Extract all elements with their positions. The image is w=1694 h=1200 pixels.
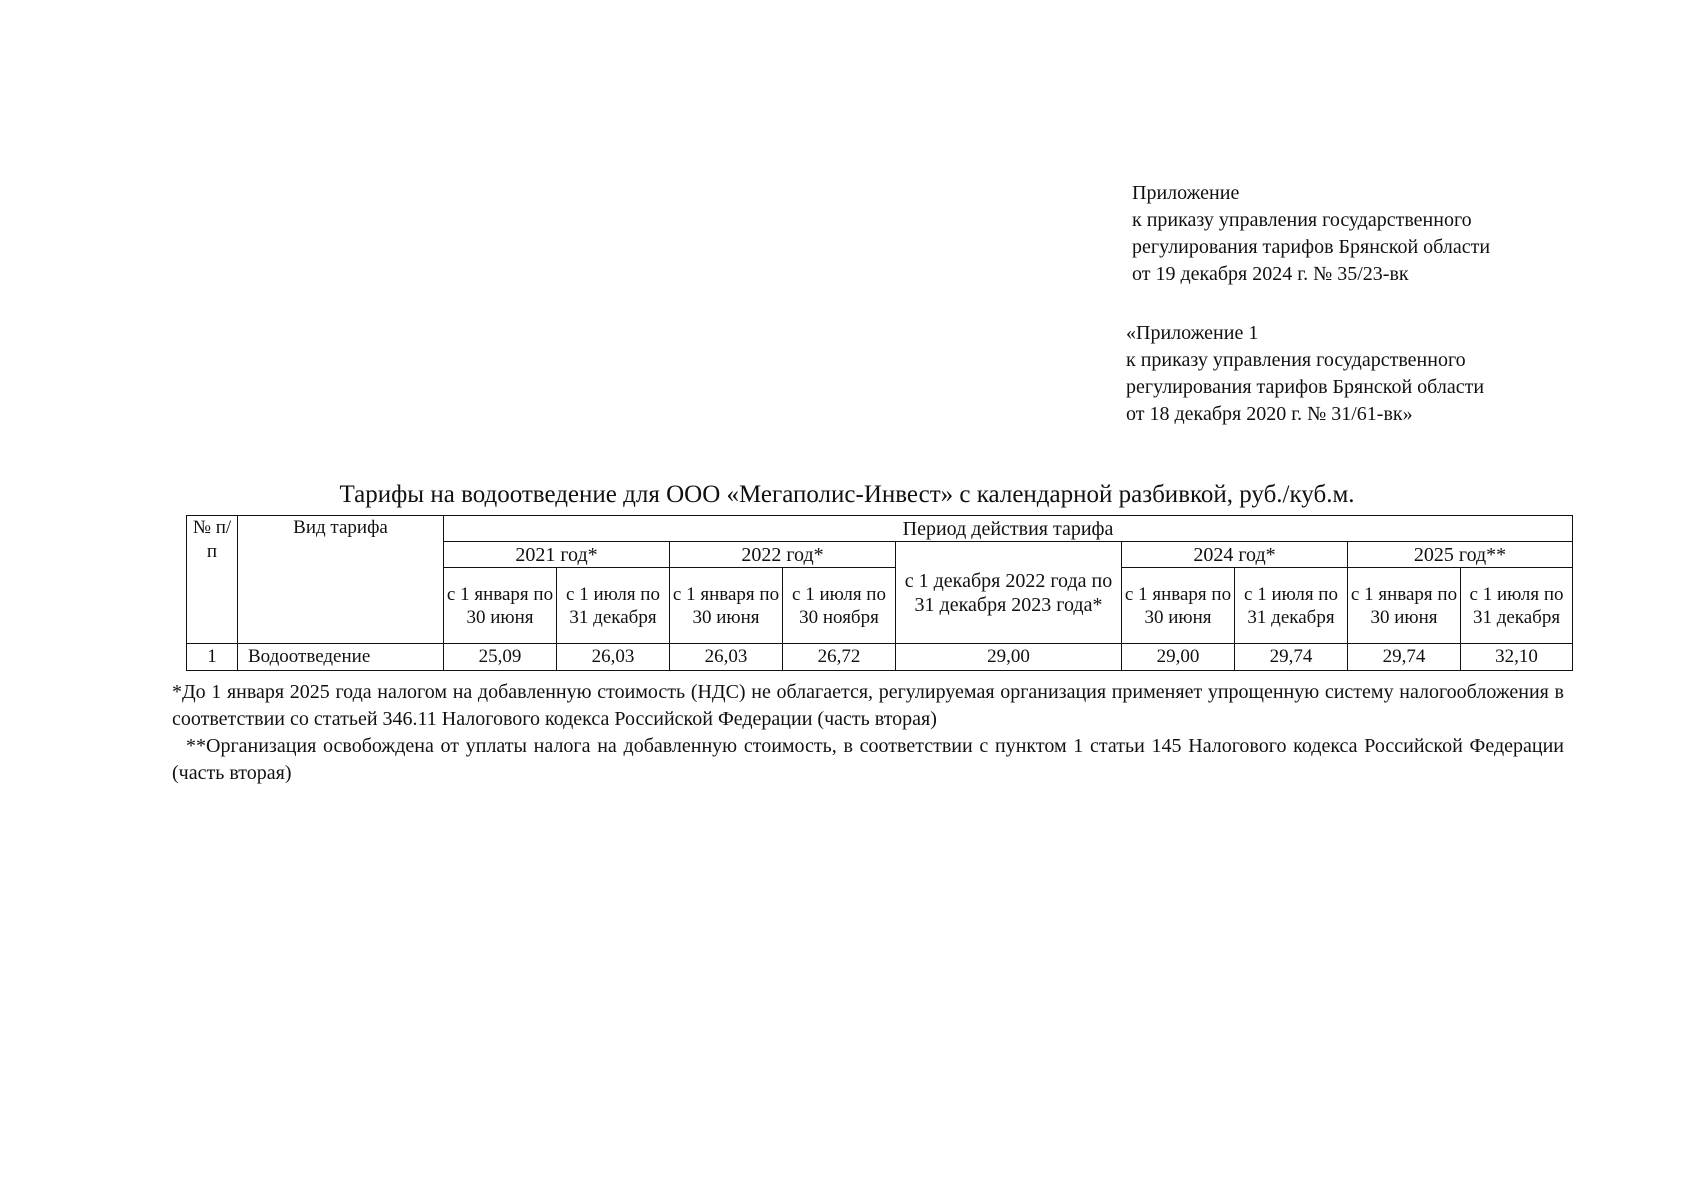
header-dec2022-2023: с 1 декабря 2022 года по 31 декабря 2023 года* — [896, 542, 1122, 644]
appendix-header — [1132, 180, 1490, 288]
row-tariff-type: Водоотведение — [238, 644, 444, 671]
row-number: 1 — [187, 644, 238, 671]
header-subperiod: с 1 июля по 31 декабря — [557, 568, 670, 644]
header-tariff-type: Вид тарифа — [238, 516, 444, 644]
previous-appendix-header — [1126, 320, 1484, 428]
header-year-2024: 2024 год* — [1122, 542, 1348, 568]
tariff-value: 32,10 — [1461, 644, 1573, 671]
table-title: Тарифы на водоотведение для ООО «Мегаполис-Инвест» с календарной разбивкой, руб./куб.м. — [339, 481, 1355, 508]
header-number: № п/п — [187, 516, 238, 644]
footnote-vat-simplified: *До 1 января 2025 года налогом на добавленную стоимость (НДС) не облагается, регулируемая организация применяет упрощенную систему налогообложения в соответствии со статьей 346.11 Налогового кодекса Российской Федерации (часть вторая) — [172, 681, 1564, 730]
appendix-line: к приказу управления государственного — [1126, 349, 1466, 371]
header-subperiod: с 1 июля по 31 декабря — [1235, 568, 1348, 644]
appendix-line: регулирования тарифов Брянской области — [1132, 236, 1491, 258]
appendix-line: «Приложение 1 — [1126, 322, 1259, 344]
appendix-line: регулирования тарифов Брянской области — [1126, 376, 1485, 398]
tariff-value: 29,74 — [1348, 644, 1461, 671]
header-subperiod: с 1 июля по 31 декабря — [1461, 568, 1573, 644]
tariff-value: 25,09 — [444, 644, 557, 671]
header-period: Период действия тарифа — [444, 516, 1573, 542]
header-subperiod: с 1 января по 30 июня — [1122, 568, 1235, 644]
header-year-2022: 2022 год* — [670, 542, 896, 568]
tariff-value: 26,03 — [670, 644, 783, 671]
tariff-value: 29,00 — [896, 644, 1122, 671]
tariff-value: 29,00 — [1122, 644, 1235, 671]
table-row — [187, 644, 1573, 671]
appendix-line: Приложение — [1132, 182, 1240, 204]
appendix-line: к приказу управления государственного — [1132, 209, 1472, 231]
tariff-value: 26,72 — [783, 644, 896, 671]
header-subperiod: с 1 января по 30 июня — [1348, 568, 1461, 644]
header-subperiod: с 1 января по 30 июня — [444, 568, 557, 644]
header-year-2021: 2021 год* — [444, 542, 670, 568]
appendix-line: от 19 декабря 2024 г. № 35/23-вк — [1132, 263, 1409, 285]
header-subperiod: с 1 января по 30 июня — [670, 568, 783, 644]
header-year-2025: 2025 год** — [1348, 542, 1573, 568]
tariff-table — [186, 515, 1573, 671]
tariff-value: 26,03 — [557, 644, 670, 671]
appendix-line: от 18 декабря 2020 г. № 31/61-вк» — [1126, 403, 1413, 425]
header-subperiod: с 1 июля по 30 ноября — [783, 568, 896, 644]
footnote-vat-exempt: **Организация освобождена от уплаты налога на добавленную стоимость, в соответствии с пунктом 1 статьи 145 Налогового кодекса Российской Федерации (часть вторая) — [172, 735, 1564, 784]
tariff-value: 29,74 — [1235, 644, 1348, 671]
